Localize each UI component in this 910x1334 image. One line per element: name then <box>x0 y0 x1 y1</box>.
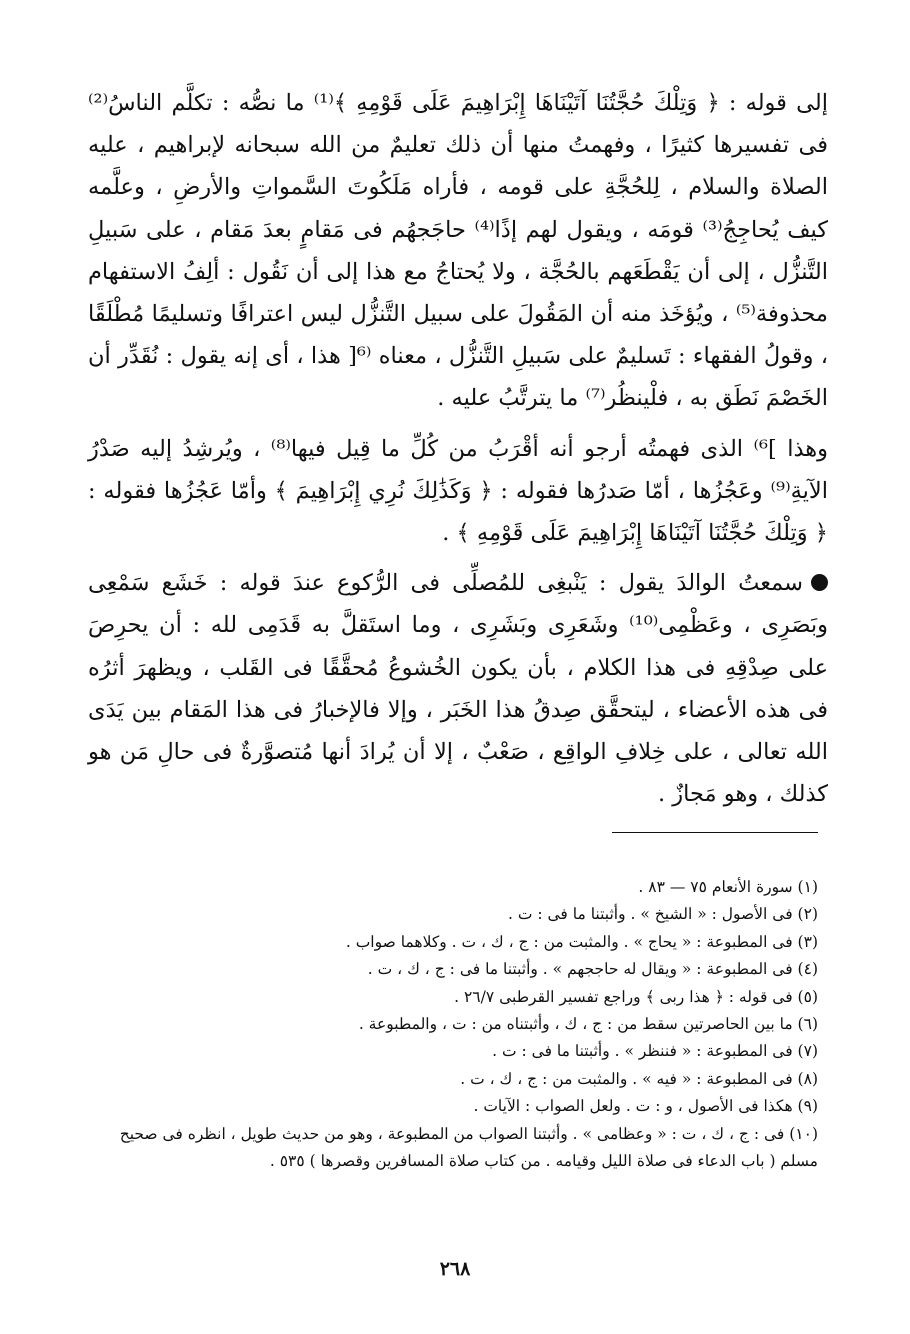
footnote: (٦) ما بين الحاصرتين سقط من : ج ، ك ، وأثبتناه من : ت ، والمطبوعة . <box>358 1015 818 1034</box>
page-number: ٢٦٨ <box>439 1258 471 1280</box>
paragraph <box>88 562 828 815</box>
footnote: (٧) فى المطبوعة : « فننظر » . وأثبتنا ما فى : ت . <box>492 1042 818 1061</box>
footnote: (١٠) فى : ج ، ك ، ت : « وعظامى » . وأثبتنا الصواب من المطبوعة ، وهو من حديث طويل ، انظره فى صحيح مسلم ( باب الدعاء فى صلاة الليل وقيامه . من كتاب صلاة المسافرين وقصرها ) ٥٣٥ . <box>119 1124 818 1171</box>
footnotes <box>88 874 818 1175</box>
paragraph: إلى قوله : ﴿ وَتِلْكَ حُجَّتُنَا آتَيْنَاهَا إِبْرَاهِيمَ عَلَى قَوْمِهِ ﴾⁽¹⁾ ما نصُّه : تكلَّم الناسُ⁽²⁾ فى تفسيرها كثيرًا ، وفهمتُ منها أن ذلك تعليمٌ من الله سبحانه لإبراهيم ، عليه الصلاة والسلام ، لِلحُجَّةِ على قومه ، فأراه مَلَكُوتَ السَّمواتِ والأرضِ ، وعلَّمه كيف يُحاجِجُ⁽³⁾ قومَه ، ويقول لهم إذًا⁽⁴⁾ حاجَجهُم فى مَقامٍ بعدَ مَقام ، على سَبيلِ التَّنزُّل ، إلى أن يَقْطَعَهم بالحُجَّة ، ولا يُحتاجُ مع هذا إلى أن نَقُول : ألِفُ الاستفهام محذوفة⁽⁵⁾ ، ويُؤخَذ منه أن المَقُولَ على سبيل التَّنزُّل ليس اعترافًا وتسليمًا مُطْلَقًا ، وقولُ الفقهاء : تَسليمٌ على سَبيلِ التَّنزُّل ، معناه ⁽⁶[ هذا ، أى إنه يقول : نُقَدِّر أن الخَصْمَ نَطَق به ، فلْينظُر⁽⁷⁾ ما يترتَّبُ عليه . <box>88 90 828 412</box>
footnote: (١) سورة الأنعام ٧٥ — ٨٣ . <box>638 878 818 896</box>
footnote: (٢) فى الأصول : « الشيخ » . وأثبتنا ما فى : ت . <box>507 905 818 924</box>
footnote: (٥) فى قوله : ﴿ هذا ربى ﴾ وراجع تفسير القرطبى ٢٦/٧ . <box>454 987 818 1006</box>
main-text <box>88 82 828 815</box>
paragraph-text: سمعتُ الوالدَ يقول : يَنْبغِى للمُصلِّى فى الرُّكوع عندَ قوله : خَشَع سَمْعِى وبَصَرِى ، وعَظْمِى⁽¹⁰⁾ وشَعَرِى وبَشَرِى ، وما استَقلَّ به قَدَمِى لله : أن يحرِصَ على صِدْقِهِ فى هذا الكلام ، بأن يكون الخُشوعُ مُحقَّقًا فى القَلب ، ويظهرَ أثرُه فى هذه الأعضاء ، ليتحقَّق صِدقُ هذا الخَبَر ، وإلا فالإخبارُ فى هذا المَقام بين يَدَى الله تعالى ، على خِلافِ الواقِع ، صَعْبٌ ، إلا أن يُرادَ أنها مُتصوَّرةٌ فى حالِ مَن هو كذلك ، وهو مَجازٌ . <box>88 570 828 808</box>
bullet-icon <box>811 574 828 591</box>
footnote: (٤) فى المطبوعة : « ويقال له حاججهم » . وأثبتنا ما فى : ج ، ك ، ت . <box>367 960 818 979</box>
paragraph: وهذا ]⁶⁾ الذى فهمتُه أرجو أنه أقْرَبُ من كُلِّ ما قِيل فيها⁽⁸⁾ ، ويُرشِدُ إليه صَدْرُ الآيةِ⁽⁹⁾ وعَجُزُها ، أمّا صَدرُها فقوله : ﴿ وَكَذَٰلِكَ نُرِي إِبْرَاهِيمَ ﴾ وأمّا عَجُزُها فقوله : ﴿ وَتِلْكَ حُجَّتُنَا آتَيْنَاهَا إِبْرَاهِيمَ عَلَى قَوْمِهِ ﴾ . <box>88 435 828 547</box>
footnote: (٣) فى المطبوعة : « يحاج » . والمثبت من : ج ، ك ، ت . وكلاهما صواب . <box>345 932 818 951</box>
footnote: (٨) فى المطبوعة : « فيه » . والمثبت من : ج ، ك ، ت . <box>460 1069 818 1088</box>
footnote-separator <box>612 832 818 833</box>
footnote: (٩) هكذا فى الأصول ، و : ت . ولعل الصواب : الآيات . <box>473 1097 818 1116</box>
